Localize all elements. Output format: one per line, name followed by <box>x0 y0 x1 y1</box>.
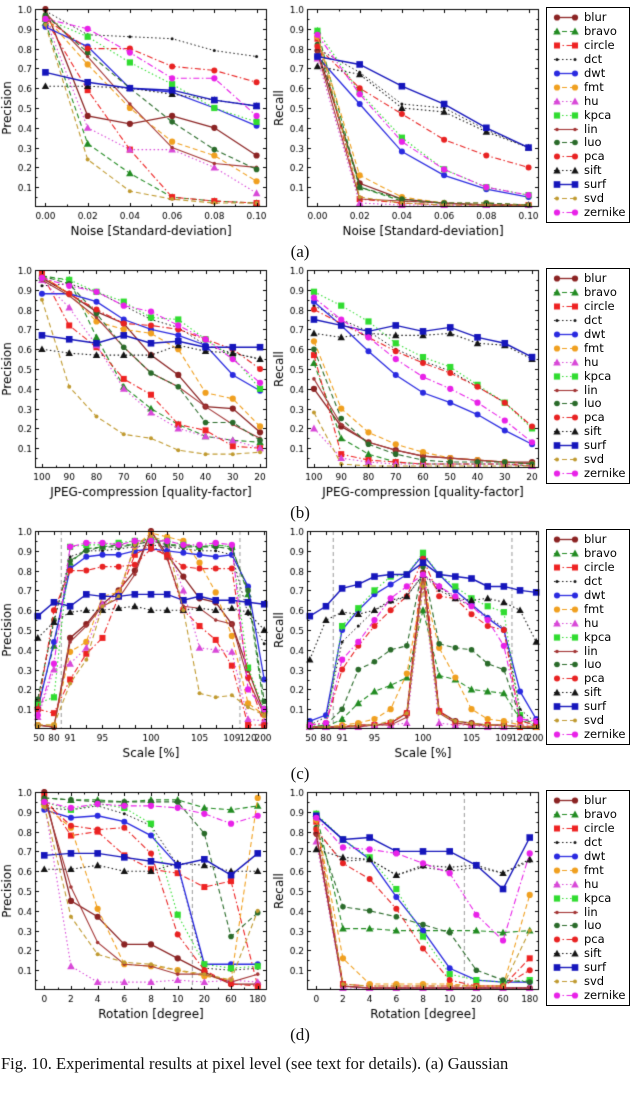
series-legend-b <box>546 268 630 484</box>
precision-vs-noise-chart <box>0 2 272 242</box>
legend-item-hu <box>552 355 625 369</box>
legend-label-pca: pca <box>584 671 605 686</box>
kpca-marker-icon <box>552 893 580 904</box>
svd-marker-icon <box>552 715 580 726</box>
legend-label-svd: svd <box>584 713 605 728</box>
legend-label-bravo: bravo <box>584 807 617 822</box>
dct-marker-icon <box>552 315 580 326</box>
legend-item-dct <box>552 314 625 328</box>
legend-item-blur <box>552 11 625 25</box>
legend-label-svd: svd <box>584 452 605 467</box>
pca-marker-icon <box>552 673 580 684</box>
legend-item-sift <box>552 164 625 178</box>
hu-marker-icon <box>552 96 580 107</box>
blur-marker-icon <box>552 273 580 284</box>
legend-item-svd <box>552 975 625 989</box>
subfigure-label-a: (a) <box>290 242 310 261</box>
series-legend-a <box>546 7 630 223</box>
circle-marker-icon <box>552 40 580 51</box>
pca-marker-icon <box>552 151 580 162</box>
legend-label-circle: circle <box>584 38 615 53</box>
sift-marker-icon <box>552 426 580 437</box>
svd-marker-icon <box>552 193 580 204</box>
legend-item-fmt <box>552 80 625 94</box>
legend-item-dct <box>552 53 625 67</box>
luo-marker-icon <box>552 659 580 670</box>
legend-item-fmt <box>552 602 625 616</box>
figure-row-a <box>0 2 640 242</box>
kpca-marker-icon <box>552 110 580 121</box>
legend-item-zernike <box>552 727 625 741</box>
legend-item-dwt <box>552 850 625 864</box>
legend-item-bravo <box>552 808 625 822</box>
legend-label-dct: dct <box>584 313 603 328</box>
legend-label-fmt: fmt <box>584 79 604 94</box>
legend-item-blur <box>552 794 625 808</box>
legend-label-pca: pca <box>584 410 605 425</box>
legend-label-surf: surf <box>584 177 607 192</box>
legend-label-sift: sift <box>584 424 602 439</box>
subfigure-label-d: (d) <box>290 1025 310 1044</box>
subfigure-label-c: (c) <box>290 764 310 783</box>
dct-marker-icon <box>552 837 580 848</box>
legend-item-dct <box>552 836 625 850</box>
legend-item-luo <box>552 658 625 672</box>
bravo-marker-icon <box>552 26 580 37</box>
bravo-marker-icon <box>552 548 580 559</box>
blur-marker-icon <box>552 12 580 23</box>
luo-marker-icon <box>552 398 580 409</box>
luo-marker-icon <box>552 137 580 148</box>
legend-label-zernike: zernike <box>584 726 626 741</box>
legend-item-fmt <box>552 341 625 355</box>
legend-item-circle <box>552 822 625 836</box>
legend-label-hu: hu <box>584 876 599 891</box>
legend-label-kpca: kpca <box>584 890 612 905</box>
legend-label-zernike: zernike <box>584 465 626 480</box>
legend-item-svd <box>552 714 625 728</box>
kpca-marker-icon <box>552 371 580 382</box>
legend-label-kpca: kpca <box>584 629 612 644</box>
bravo-marker-icon <box>552 287 580 298</box>
legend-label-surf: surf <box>584 438 607 453</box>
legend-label-dwt: dwt <box>584 588 606 602</box>
legend-label-sift: sift <box>584 685 602 700</box>
legend-item-dwt <box>552 328 625 342</box>
lin-marker-icon <box>552 646 580 657</box>
legend-label-fmt: fmt <box>584 340 604 355</box>
svd-marker-icon <box>552 454 580 465</box>
legend-label-surf: surf <box>584 699 607 714</box>
legend-label-circle: circle <box>584 560 615 575</box>
lin-marker-icon <box>552 907 580 918</box>
hu-marker-icon <box>552 618 580 629</box>
legend-item-dwt <box>552 67 625 81</box>
legend-item-kpca <box>552 369 625 383</box>
legend-label-lin: lin <box>584 121 598 136</box>
legend-item-blur <box>552 533 625 547</box>
legend-item-svd <box>552 192 625 206</box>
luo-marker-icon <box>552 920 580 931</box>
legend-item-zernike <box>552 205 625 219</box>
recall-vs-noise-chart <box>272 2 544 242</box>
dwt-marker-icon <box>552 68 580 79</box>
legend-label-kpca: kpca <box>584 107 612 122</box>
legend-item-svd <box>552 453 625 467</box>
legend-label-svd: svd <box>584 974 605 989</box>
legend-label-hu: hu <box>584 615 599 630</box>
pca-marker-icon <box>552 412 580 423</box>
legend-label-lin: lin <box>584 643 598 658</box>
legend-item-sift <box>552 686 625 700</box>
dct-marker-icon <box>552 54 580 65</box>
legend-item-luo <box>552 919 625 933</box>
precision-vs-jpeg-chart <box>0 263 272 503</box>
legend-item-kpca <box>552 630 625 644</box>
surf-marker-icon <box>552 179 580 190</box>
legend-label-luo: luo <box>584 918 602 933</box>
legend-label-dwt: dwt <box>584 849 606 863</box>
bravo-marker-icon <box>552 809 580 820</box>
fmt-marker-icon <box>552 82 580 93</box>
legend-item-surf <box>552 439 625 453</box>
zernike-marker-icon <box>552 207 580 218</box>
legend-item-pca <box>552 672 625 686</box>
legend-label-sift: sift <box>584 163 602 178</box>
zernike-marker-icon <box>552 990 580 1001</box>
legend-item-zernike <box>552 466 625 480</box>
fmt-marker-icon <box>552 604 580 615</box>
legend-item-surf <box>552 961 625 975</box>
lin-marker-icon <box>552 385 580 396</box>
legend-label-blur: blur <box>584 271 607 286</box>
precision-vs-rotation-chart <box>0 785 272 1025</box>
legend-label-zernike: zernike <box>584 204 626 219</box>
legend-item-dwt <box>552 589 625 603</box>
legend-item-blur <box>552 272 625 286</box>
legend-item-kpca <box>552 891 625 905</box>
legend-label-sift: sift <box>584 946 602 961</box>
legend-label-surf: surf <box>584 960 607 975</box>
legend-item-lin <box>552 383 625 397</box>
legend-label-dct: dct <box>584 574 603 589</box>
legend-item-hu <box>552 877 625 891</box>
recall-vs-scale-chart <box>272 524 544 764</box>
svd-marker-icon <box>552 976 580 987</box>
figure-row-c <box>0 524 640 764</box>
legend-label-bravo: bravo <box>584 285 617 300</box>
legend-label-blur: blur <box>584 793 607 808</box>
legend-item-hu <box>552 94 625 108</box>
fmt-marker-icon <box>552 865 580 876</box>
pca-marker-icon <box>552 934 580 945</box>
legend-label-dwt: dwt <box>584 327 606 341</box>
fmt-marker-icon <box>552 343 580 354</box>
legend-item-fmt <box>552 863 625 877</box>
zernike-marker-icon <box>552 729 580 740</box>
legend-label-dct: dct <box>584 835 603 850</box>
subfigure-label-b: (b) <box>290 503 310 522</box>
sift-marker-icon <box>552 687 580 698</box>
legend-label-bravo: bravo <box>584 546 617 561</box>
legend-item-sift <box>552 425 625 439</box>
legend-item-pca <box>552 411 625 425</box>
legend-label-svd: svd <box>584 191 605 206</box>
legend-item-circle <box>552 561 625 575</box>
dct-marker-icon <box>552 576 580 587</box>
surf-marker-icon <box>552 440 580 451</box>
legend-label-bravo: bravo <box>584 24 617 39</box>
legend-item-surf <box>552 700 625 714</box>
circle-marker-icon <box>552 823 580 834</box>
legend-label-dct: dct <box>584 52 603 67</box>
precision-vs-scale-chart <box>0 524 272 764</box>
legend-item-lin <box>552 122 625 136</box>
legend-item-pca <box>552 933 625 947</box>
legend-label-luo: luo <box>584 396 602 411</box>
legend-item-surf <box>552 178 625 192</box>
blur-marker-icon <box>552 795 580 806</box>
legend-item-circle <box>552 300 625 314</box>
legend-label-pca: pca <box>584 149 605 164</box>
hu-marker-icon <box>552 357 580 368</box>
legend-item-circle <box>552 39 625 53</box>
dwt-marker-icon <box>552 590 580 601</box>
dwt-marker-icon <box>552 329 580 340</box>
legend-label-blur: blur <box>584 532 607 547</box>
legend-label-luo: luo <box>584 657 602 672</box>
circle-marker-icon <box>552 301 580 312</box>
blur-marker-icon <box>552 534 580 545</box>
figure-caption: Fig. 10. Experimental results at pixel level (see text for details). (a) Gaussian <box>1 1054 509 1073</box>
legend-item-bravo <box>552 25 625 39</box>
recall-vs-jpeg-chart <box>272 263 544 503</box>
legend-item-dct <box>552 575 625 589</box>
legend-label-circle: circle <box>584 299 615 314</box>
circle-marker-icon <box>552 562 580 573</box>
legend-label-zernike: zernike <box>584 987 626 1002</box>
legend-item-zernike <box>552 988 625 1002</box>
legend-item-bravo <box>552 547 625 561</box>
legend-item-lin <box>552 644 625 658</box>
legend-item-sift <box>552 947 625 961</box>
legend-label-dwt: dwt <box>584 66 606 80</box>
legend-item-luo <box>552 397 625 411</box>
dwt-marker-icon <box>552 851 580 862</box>
sift-marker-icon <box>552 165 580 176</box>
kpca-marker-icon <box>552 632 580 643</box>
figure-row-d <box>0 785 640 1025</box>
legend-item-hu <box>552 616 625 630</box>
lin-marker-icon <box>552 124 580 135</box>
legend-item-lin <box>552 905 625 919</box>
legend-label-hu: hu <box>584 93 599 108</box>
sift-marker-icon <box>552 948 580 959</box>
legend-label-blur: blur <box>584 10 607 25</box>
figure-row-b <box>0 263 640 503</box>
legend-label-hu: hu <box>584 354 599 369</box>
recall-vs-rotation-chart <box>272 785 544 1025</box>
legend-item-kpca <box>552 108 625 122</box>
legend-label-kpca: kpca <box>584 368 612 383</box>
legend-item-luo <box>552 136 625 150</box>
legend-label-luo: luo <box>584 135 602 150</box>
legend-label-lin: lin <box>584 382 598 397</box>
zernike-marker-icon <box>552 468 580 479</box>
series-legend-c <box>546 529 630 745</box>
legend-label-fmt: fmt <box>584 601 604 616</box>
surf-marker-icon <box>552 701 580 712</box>
legend-label-lin: lin <box>584 904 598 919</box>
legend-item-bravo <box>552 286 625 300</box>
legend-label-circle: circle <box>584 821 615 836</box>
legend-label-pca: pca <box>584 932 605 947</box>
legend-label-fmt: fmt <box>584 862 604 877</box>
series-legend-d <box>546 790 630 1006</box>
legend-item-pca <box>552 150 625 164</box>
surf-marker-icon <box>552 962 580 973</box>
hu-marker-icon <box>552 879 580 890</box>
